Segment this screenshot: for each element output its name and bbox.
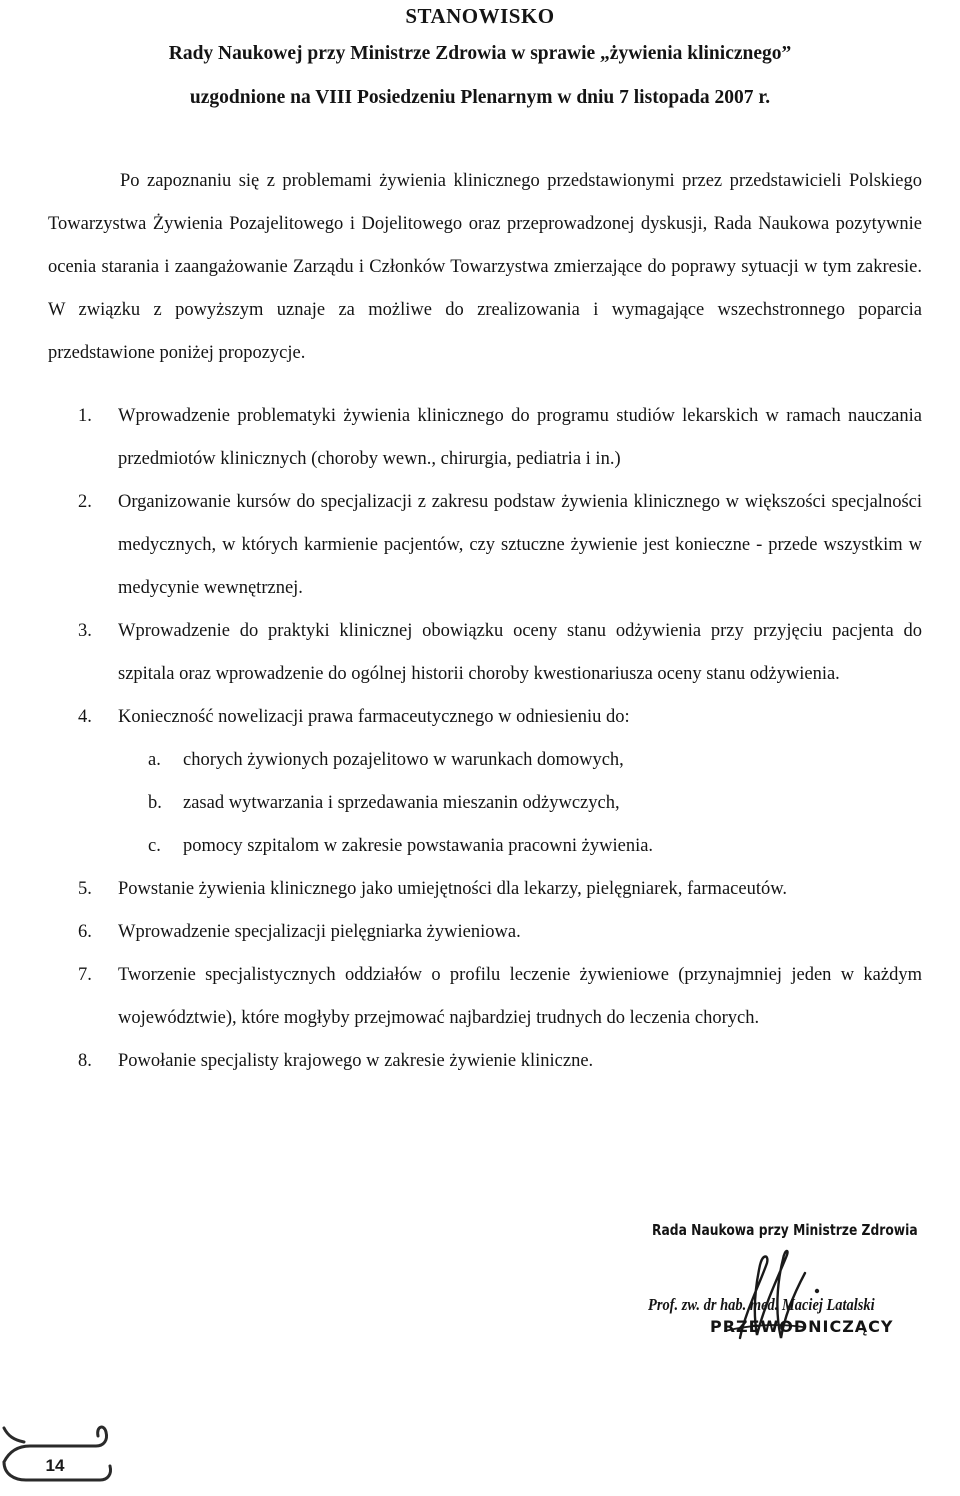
sub-item-letter: c. <box>148 836 161 856</box>
proposal-item-5 <box>48 868 922 911</box>
proposal-number: 3. <box>78 621 92 641</box>
proposal-text: Tworzenie specjalistycznych oddziałów o profilu leczenie żywieniowe (przynajmniej jeden w każdym województwie), które mogłyby przejmować najbardziej trudnych do leczenia chorych. <box>118 965 922 1028</box>
proposal-sublist <box>118 739 922 868</box>
proposal-text: Wprowadzenie problematyki żywienia klinicznego do programu studiów lekarskich w ramach nauczania przedmiotów klinicznych (choroby wewn., chirurgia, pediatria i in.) <box>118 406 922 469</box>
proposal-number: 1. <box>78 406 92 426</box>
sub-item-letter: a. <box>148 750 161 770</box>
proposal-text: Wprowadzenie do praktyki klinicznej obowiązku oceny stanu odżywienia przy przyjęciu pacjenta do szpitala oraz wprowadzenie do ogólnej historii choroby kwestionariusza oceny stanu odżywienia. <box>118 621 922 684</box>
sub-item-b <box>118 782 922 825</box>
proposal-item-7 <box>48 954 922 1040</box>
sub-item-a <box>118 739 922 782</box>
sub-item-c <box>118 825 922 868</box>
proposal-item-4 <box>48 696 922 868</box>
proposal-text: Konieczność nowelizacji prawa farmaceutycznego w odniesieniu do: <box>118 707 630 727</box>
document-title: STANOWISKO <box>405 4 555 28</box>
page-number: 14 <box>45 1456 65 1475</box>
proposal-text: Wprowadzenie specjalizacji pielęgniarka żywieniowa. <box>118 922 521 942</box>
sub-item-letter: b. <box>148 793 162 813</box>
sub-item-text: chorych żywionych pozajelitowo w warunkach domowych, <box>183 750 624 770</box>
proposals-list <box>48 395 922 1083</box>
proposal-number: 7. <box>78 965 92 985</box>
proposal-text: Powstanie żywienia klinicznego jako umiejętności dla lekarzy, pielęgniarek, farmaceutów. <box>118 879 787 899</box>
proposal-number: 6. <box>78 922 92 942</box>
document-subtitle-line-2: uzgodnione na VIII Posiedzeniu Plenarnym w dniu 7 listopada 2007 r. <box>189 87 771 108</box>
proposal-number: 8. <box>78 1051 92 1071</box>
stamp-organization: Rada Naukowa przy Ministrze Zdrowia <box>652 1221 918 1239</box>
page-tab-icon <box>0 1400 120 1496</box>
proposal-number: 4. <box>78 707 92 727</box>
proposal-text: Powołanie specjalisty krajowego w zakresie żywienie kliniczne. <box>118 1051 594 1071</box>
proposal-item-8 <box>48 1040 922 1083</box>
signature-stamp <box>640 1215 960 1355</box>
proposal-item-2 <box>48 481 922 610</box>
signatory-role: PRZEWODNICZĄCY <box>710 1317 894 1336</box>
signatory-name: Prof. zw. dr hab. med. Maciej Latalski <box>648 1295 875 1314</box>
proposal-number: 2. <box>78 492 92 512</box>
proposal-item-1 <box>48 395 922 481</box>
proposal-item-6 <box>48 911 922 954</box>
document-subtitle-line-1: Rady Naukowej przy Ministrze Zdrowia w sprawie „żywienia klinicznego” <box>168 43 792 64</box>
proposal-text: Organizowanie kursów do specjalizacji z zakresu podstaw żywienia klinicznego w większości specjalności medycznych, w których karmienie pacjentów, czy sztuczne żywienie jest konieczne - przede wszystkim w medycynie wewnętrznej. <box>118 492 922 598</box>
proposal-item-3 <box>48 610 922 696</box>
sub-item-text: zasad wytwarzania i sprzedawania mieszanin odżywczych, <box>183 793 620 813</box>
sub-item-text: pomocy szpitalom w zakresie powstawania pracowni żywienia. <box>183 836 654 856</box>
intro-paragraph: Po zapoznaniu się z problemami żywienia klinicznego przedstawionymi przez przedstawicieli Polskiego Towarzystwa Żywienia Pozajelitowego i Dojelitowego oraz przeprowadzonej dyskusji, Rada Naukowa pozytywnie ocenia starania i zaangażowanie Zarządu i Członków Towarzystwa zmierzające do poprawy sytuacji w tym zakresie. W związku z powyższym uznaje za możliwe do zrealizowania i wymagające wszechstronnego poparcia przedstawione poniżej propozycje. <box>48 171 922 363</box>
proposal-number: 5. <box>78 879 92 899</box>
